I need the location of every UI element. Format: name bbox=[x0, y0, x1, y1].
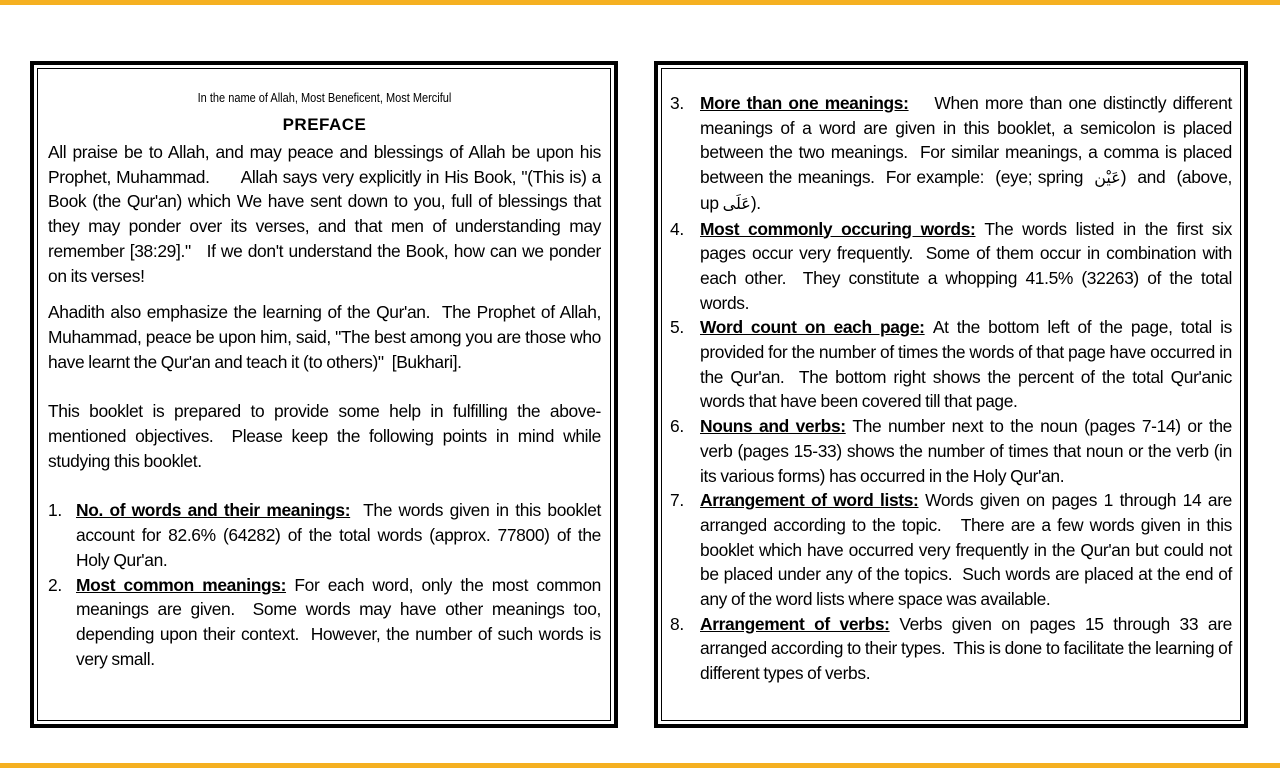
top-accent-bar bbox=[0, 0, 1280, 5]
point-heading: More than one meanings: bbox=[700, 93, 909, 113]
paragraph-ahadith: Ahadith also emphasize the learning of the Qur'an. The Prophet of Allah, Muhammad, peace be upon him, said, "The best among you are those who have learnt the Qur'an and teach it (to others)" [Bukhari]. bbox=[48, 302, 601, 372]
point-heading: Most commonly occuring words: bbox=[700, 218, 976, 239]
point-number: 3. bbox=[670, 93, 684, 113]
basmala: In the name of Allah, Most Beneficent, Most Merciful bbox=[197, 91, 452, 105]
point-heading: No. of words and their meanings: bbox=[76, 500, 351, 521]
point-text: The number next to the noun (pages 7-14) or the verb (pages 15-33) shows the number of times that noun or the verb (in its various forms) has occurred in the Holy Qur'an. bbox=[700, 416, 1232, 486]
point-7 bbox=[670, 488, 1232, 612]
point-heading: Word count on each page: bbox=[700, 317, 925, 338]
point-5 bbox=[670, 315, 1232, 414]
page-frame-right bbox=[661, 68, 1241, 721]
point-text: The words listed in the first six pages occur very frequently. Some of them occur in combination with each other. They constitute a whopping 41.5% (32263) of the total words. bbox=[700, 218, 1233, 313]
point-number: 6. bbox=[670, 416, 684, 437]
point-text: For each word, only the most common meanings are given. Some words may have other meanings too, depending upon their context. However, the number of such words is very small. bbox=[76, 574, 601, 669]
point-body bbox=[700, 315, 1232, 414]
point-body bbox=[76, 573, 601, 672]
point-number: 5. bbox=[670, 317, 684, 338]
point-heading: Most common meanings: bbox=[76, 574, 287, 595]
paragraph-booklet: This booklet is prepared to provide some help in fulfilling the above-mentioned objectives. Please keep the following points in mind while studying this booklet. bbox=[48, 401, 601, 471]
page-title: PREFACE bbox=[282, 115, 367, 134]
paragraph-praise: All praise be to Allah, and may peace and blessings of Allah be upon his Prophet, Muhammad. Allah says very explicitly in His Book, "(This is) a Book (the Qur'an) which We have sent down to you, full of blessings that they may ponder over its verses, and that men of understanding may remember [38:29]." If we don't understand the Book, how can we ponder on its verses! bbox=[48, 142, 601, 286]
point-text: At the bottom left of the page, total is provided for the number of times the words of that page have occurred in the Qur'an. The bottom right shows the percent of the total Qur'anic words that have been covered till that page. bbox=[700, 317, 1233, 412]
point-6 bbox=[670, 414, 1232, 488]
point-number: 1. bbox=[48, 500, 62, 521]
arabic-word-above: عَلَى bbox=[722, 193, 751, 213]
point-text: ) and (above, up bbox=[700, 167, 1233, 213]
point-heading: Arrangement of verbs: bbox=[700, 613, 890, 634]
point-number: 4. bbox=[670, 218, 684, 239]
arabic-word-eye: عَيْن bbox=[1094, 168, 1121, 188]
point-8 bbox=[670, 612, 1232, 686]
point-2 bbox=[48, 573, 601, 672]
point-body bbox=[700, 414, 1232, 488]
point-body bbox=[76, 498, 601, 572]
point-text: Words given on pages 1 through 14 are arranged according to the topic. There are a few words given in this booklet which have occurred very frequently in the Qur'an but could not be placed under any of the topics. Such words are placed at the end of any of the word lists where space was available. bbox=[700, 490, 1232, 610]
point-text: When more than one distinctly different meanings of a word are given in this booklet, a semicolon is placed between the two meanings. For similar meanings, a comma is placed between the meanings. For example: (eye; spring bbox=[700, 93, 1233, 188]
point-number: 7. bbox=[670, 490, 684, 511]
point-heading: Arrangement of word lists: bbox=[700, 490, 919, 511]
point-text: ). bbox=[750, 192, 761, 213]
point-number: 8. bbox=[670, 613, 684, 634]
point-body bbox=[700, 488, 1232, 612]
page-frame-left bbox=[37, 68, 611, 721]
point-heading: Nouns and verbs: bbox=[700, 416, 846, 437]
preface-page-right bbox=[654, 61, 1248, 728]
bottom-accent-bar bbox=[0, 763, 1280, 768]
preface-page-left bbox=[30, 61, 618, 728]
point-body bbox=[700, 217, 1232, 316]
point-body bbox=[700, 612, 1232, 686]
point-1 bbox=[48, 498, 601, 572]
point-4 bbox=[670, 217, 1232, 316]
point-body bbox=[700, 91, 1232, 217]
point-text: Verbs given on pages 15 through 33 are arranged according to their types. This is done to facilitate the learning of different types of verbs. bbox=[700, 613, 1232, 684]
point-3 bbox=[670, 91, 1232, 217]
point-number: 2. bbox=[48, 574, 62, 595]
point-text: The words given in this booklet account for 82.6% (64282) of the total words (approx. 77800) of the Holy Qur'an. bbox=[76, 500, 601, 570]
